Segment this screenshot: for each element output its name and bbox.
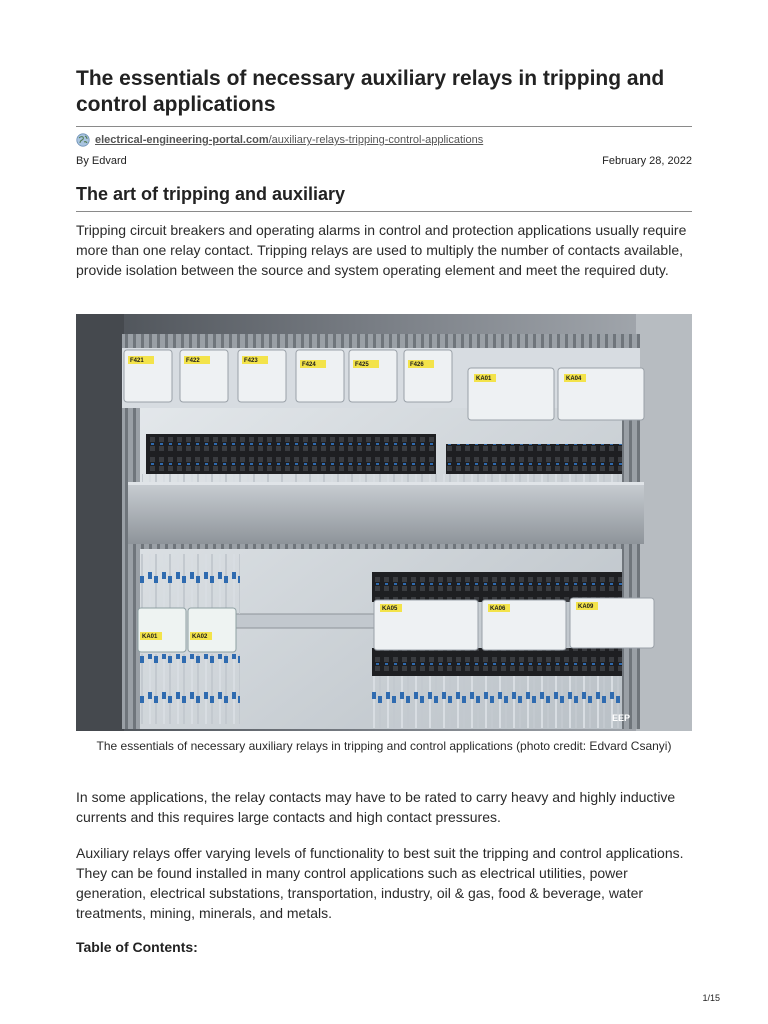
page-indicator: 1/15 <box>702 993 720 1003</box>
paragraph-applications: Auxiliary relays offer varying levels of functionality to best suit the tripping and control applications. They can be found installed in many control applications such as electrical utilities, power generation, electrical substations, transportation, industry, oil & gas, food & beverage, water treatments, mining, minerals, and metals. <box>76 845 684 921</box>
relay-label: F424 <box>302 362 316 368</box>
bottom-large-relays <box>374 598 654 650</box>
source-domain: electrical-engineering-portal.com <box>95 134 269 146</box>
publish-date: February 28, 2022 <box>602 155 692 167</box>
relay-label: KA04 <box>566 376 582 382</box>
relay-label: KA02 <box>192 634 208 640</box>
title-divider <box>76 126 692 127</box>
relay-label: KA09 <box>578 604 594 610</box>
section-heading: The art of tripping and auxiliary <box>76 184 346 204</box>
relay-label: F426 <box>410 362 424 368</box>
source-path: /auxiliary-relays-tripping-control-applications <box>268 134 484 146</box>
byline-row <box>76 155 692 167</box>
relay-label: F422 <box>186 358 200 364</box>
section-divider <box>76 211 692 212</box>
relay-label: KA05 <box>382 606 398 612</box>
author: By Edvard <box>76 155 127 167</box>
article-title: The essentials of necessary auxiliary relays in tripping and control applications <box>76 67 665 116</box>
relay-panel-photo <box>76 314 692 731</box>
relay-label: KA01 <box>476 376 492 382</box>
globe-icon <box>76 133 90 147</box>
relay-label: KA06 <box>490 606 506 612</box>
relay-label: F421 <box>130 358 144 364</box>
relay-label: F423 <box>244 358 258 364</box>
source-url-link[interactable] <box>95 134 483 146</box>
source-link-row[interactable] <box>76 132 483 148</box>
relay-label: KA01 <box>142 634 158 640</box>
photo-watermark: EEP <box>612 713 631 723</box>
paragraph-intro: Tripping circuit breakers and operating alarms in control and protection applications usually require more than one relay contact. Tripping relays are used to multiply the number of contacts available, provide isolation between the source and system operating element and meet the required duty. <box>76 222 687 278</box>
relay-label: F425 <box>355 362 369 368</box>
toc-heading: Table of Contents: <box>76 939 198 955</box>
paragraph-heavy-currents: In some applications, the relay contacts may have to be rated to carry heavy and highly inductive currents and this requires large contacts and high contact pressures. <box>76 789 676 825</box>
figure-caption: The essentials of necessary auxiliary relays in tripping and control applications (photo credit: Edvard Csanyi) <box>96 739 672 753</box>
